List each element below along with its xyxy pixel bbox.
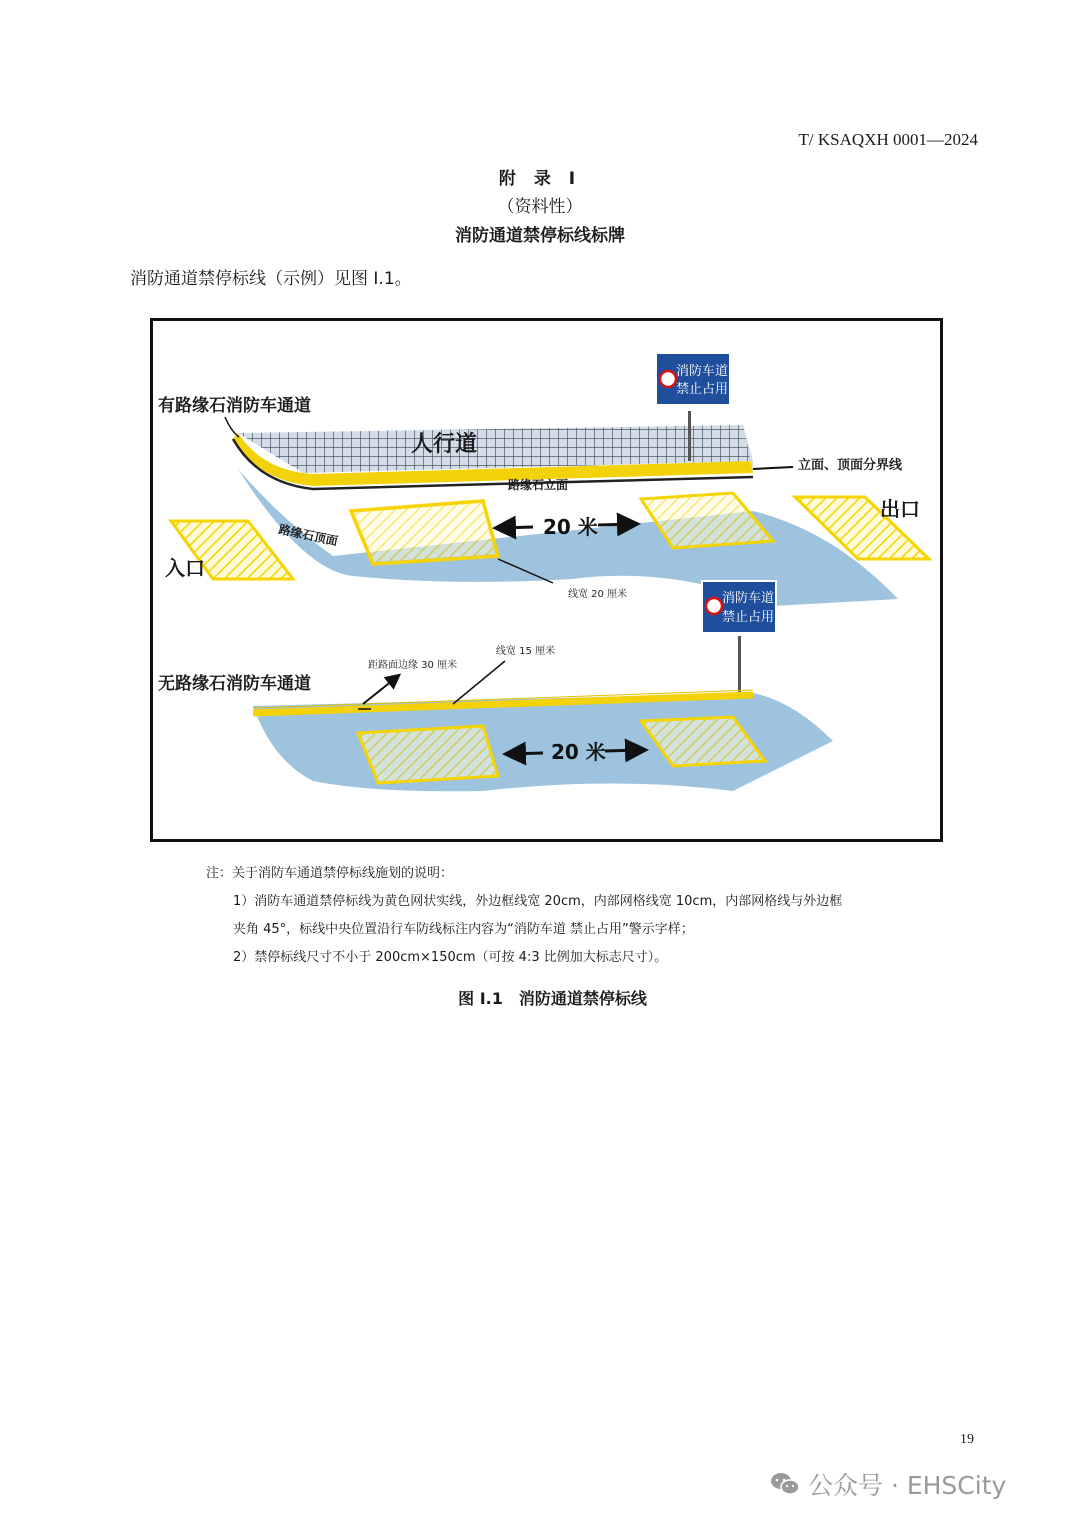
page-number: 19 bbox=[960, 1432, 974, 1447]
watermark-text: 公众号 · EHSCity bbox=[808, 1471, 1007, 1500]
appendix-title: 附 录 I bbox=[498, 169, 582, 189]
note-item-1-line-1: 1）消防车通道禁停标线为黄色网状实线，外边框线宽 20cm，内部网格线宽 10cm，内部网格线与外边框 bbox=[233, 894, 843, 909]
appendix-type: （资料性） bbox=[497, 197, 583, 217]
sign-bottom-line1: 消防车道 bbox=[721, 591, 775, 606]
no-parking-box-top-left bbox=[351, 501, 498, 564]
figure-illustration bbox=[150, 318, 943, 842]
document-code: T/ KSAQXH 0001—2024 bbox=[798, 130, 978, 149]
sign-bottom-line2: 禁止占用 bbox=[721, 610, 775, 625]
label-edge-30: 距路面边缘 30 厘米 bbox=[368, 660, 458, 671]
label-sidewalk: 人行道 bbox=[411, 432, 478, 457]
note-item-2: 2）禁停标线尺寸不小于 200cm×150cm（可按 4:3 比例加大标志尺寸）。 bbox=[233, 950, 668, 965]
label-distance-bottom: 20 米 bbox=[551, 740, 606, 764]
figure-caption: 图 I.1 消防通道禁停标线 bbox=[458, 989, 647, 1008]
label-exit: 出口 bbox=[880, 497, 920, 521]
label-curb-top: 路缘石顶面 bbox=[277, 522, 339, 549]
note-item-1-line-2: 夹角 45°，标线中央位置沿行车防线标注内容为“消防车道 禁止占用”警示字样； bbox=[233, 922, 694, 937]
label-no-curb: 无路缘石消防车通道 bbox=[158, 674, 311, 694]
sign-top-line2: 禁止占用 bbox=[675, 382, 729, 397]
label-entrance: 入口 bbox=[165, 556, 205, 580]
no-parking-box-bottom-left bbox=[358, 726, 498, 783]
sign-top-line1: 消防车道 bbox=[675, 364, 729, 379]
label-line-width-20: 线宽 20 厘米 bbox=[568, 589, 628, 600]
label-distance-top: 20 米 bbox=[543, 515, 598, 539]
intro-paragraph: 消防通道禁停标线（示例）见图 I.1。 bbox=[130, 269, 412, 289]
notes-block bbox=[206, 860, 996, 972]
label-boundary: 立面、顶面分界线 bbox=[798, 458, 903, 473]
wechat-icon bbox=[770, 1471, 800, 1497]
no-parking-sign-bottom bbox=[702, 581, 776, 633]
appendix-name: 消防通道禁停标线标牌 bbox=[455, 226, 625, 246]
watermark bbox=[770, 1466, 1006, 1502]
label-curb-face: 路缘石立面 bbox=[508, 478, 569, 492]
no-parking-sign-top bbox=[656, 353, 730, 405]
label-with-curb: 有路缘石消防车通道 bbox=[158, 396, 311, 416]
label-line-width-15: 线宽 15 厘米 bbox=[496, 646, 556, 657]
notes-title: 注：关于消防车通道禁停标线施划的说明： bbox=[206, 866, 454, 881]
